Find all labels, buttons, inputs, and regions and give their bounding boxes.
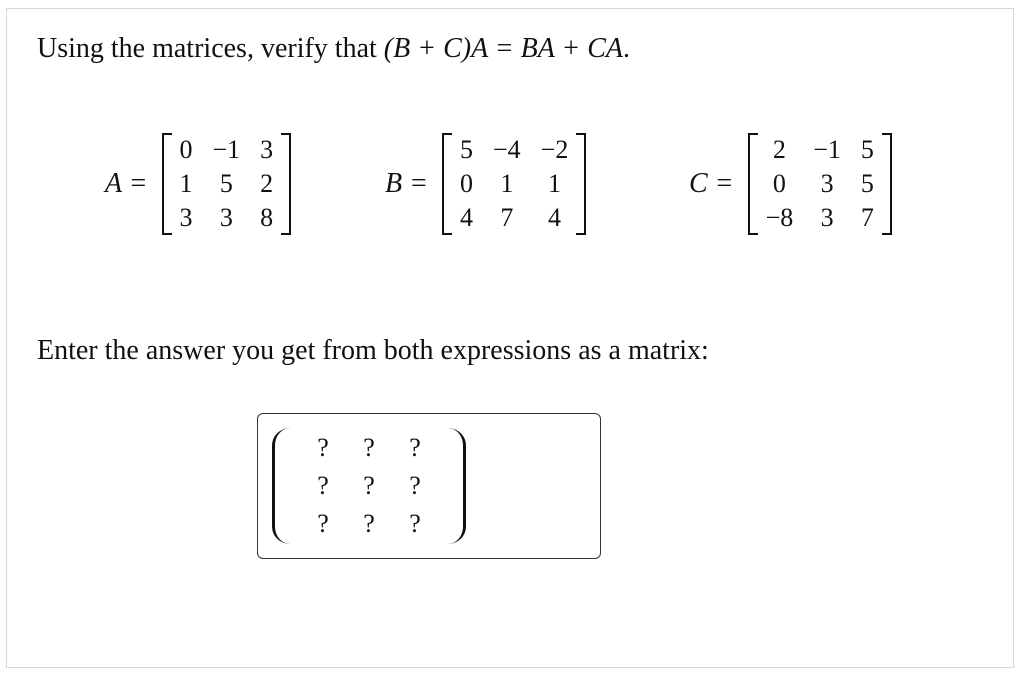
matrix-cell: 0: [772, 169, 786, 198]
answer-cell[interactable]: ?: [317, 509, 329, 538]
answer-row: [300, 429, 438, 467]
answer-cell[interactable]: ?: [409, 509, 421, 538]
matrix-cell: −1: [813, 135, 841, 164]
matrix-a: [162, 133, 292, 235]
matrix-c-group: [689, 129, 892, 239]
answer-matrix: [272, 426, 466, 546]
matrix-row: [756, 167, 884, 201]
answer-cell[interactable]: ?: [409, 433, 421, 462]
matrix-answer-input[interactable]: [257, 413, 601, 559]
matrix-c: [748, 133, 892, 235]
prompt-text: Using the matrices, verify that: [37, 33, 384, 64]
answer-cell[interactable]: ?: [317, 433, 329, 462]
matrix-row: [450, 201, 578, 235]
matrix-row: [756, 133, 884, 167]
matrix-row: [450, 167, 578, 201]
matrix-cell: 5: [860, 135, 874, 164]
matrix-cell: −4: [493, 135, 521, 164]
matrix-cell: 5: [219, 169, 233, 198]
answer-cell[interactable]: ?: [317, 471, 329, 500]
matrix-cell: 5: [460, 135, 473, 164]
matrix-row: [170, 201, 284, 235]
matrix-b: [442, 133, 586, 235]
matrix-cell: 1: [179, 169, 193, 198]
matrix-c-label: C =: [689, 168, 734, 199]
matrix-row: [170, 167, 284, 201]
matrix-b-group: [385, 129, 586, 239]
matrix-a-label: A =: [105, 168, 148, 199]
answer-cell[interactable]: ?: [363, 471, 375, 500]
prompt-period: .: [623, 33, 630, 64]
answer-prompt: Enter the answer you get from both expressions as a matrix:: [37, 335, 709, 366]
answer-row: [300, 505, 438, 543]
matrix-cell: 3: [820, 203, 834, 232]
matrix-cell: 8: [260, 203, 274, 232]
matrix-cell: 4: [548, 203, 561, 232]
matrix-cell: 0: [460, 169, 473, 198]
answer-row: [300, 467, 438, 505]
matrix-cell: 1: [548, 169, 561, 198]
question-card: [6, 8, 1014, 668]
matrix-cell: 3: [179, 203, 193, 232]
answer-cell[interactable]: ?: [363, 509, 375, 538]
matrix-b-label: B =: [385, 168, 428, 199]
left-paren: [272, 428, 290, 544]
matrix-cell: 0: [179, 135, 193, 164]
matrix-row: [756, 201, 884, 235]
matrix-cell: −1: [212, 135, 241, 164]
matrix-cell: −2: [540, 135, 569, 164]
matrix-cell: −8: [765, 203, 794, 232]
matrix-row: [170, 133, 284, 167]
answer-cell[interactable]: ?: [363, 433, 375, 462]
matrix-cell: 3: [820, 169, 834, 198]
matrix-cell: 3: [260, 135, 274, 164]
matrix-cell: 5: [860, 169, 874, 198]
matrix-cell: 7: [860, 203, 874, 232]
question-prompt: [37, 33, 630, 65]
matrix-row: [450, 133, 578, 167]
answer-cell[interactable]: ?: [409, 471, 421, 500]
matrix-cell: 2: [772, 135, 786, 164]
right-paren: [448, 428, 466, 544]
matrix-cell: 4: [460, 203, 473, 232]
identity-expression: (B + C)A = BA + CA: [383, 33, 623, 64]
matrix-cell: 1: [500, 169, 514, 198]
matrix-cell: 3: [219, 203, 233, 232]
matrix-a-group: [105, 129, 291, 239]
matrix-cell: 7: [500, 203, 514, 232]
matrix-cell: 2: [260, 169, 274, 198]
